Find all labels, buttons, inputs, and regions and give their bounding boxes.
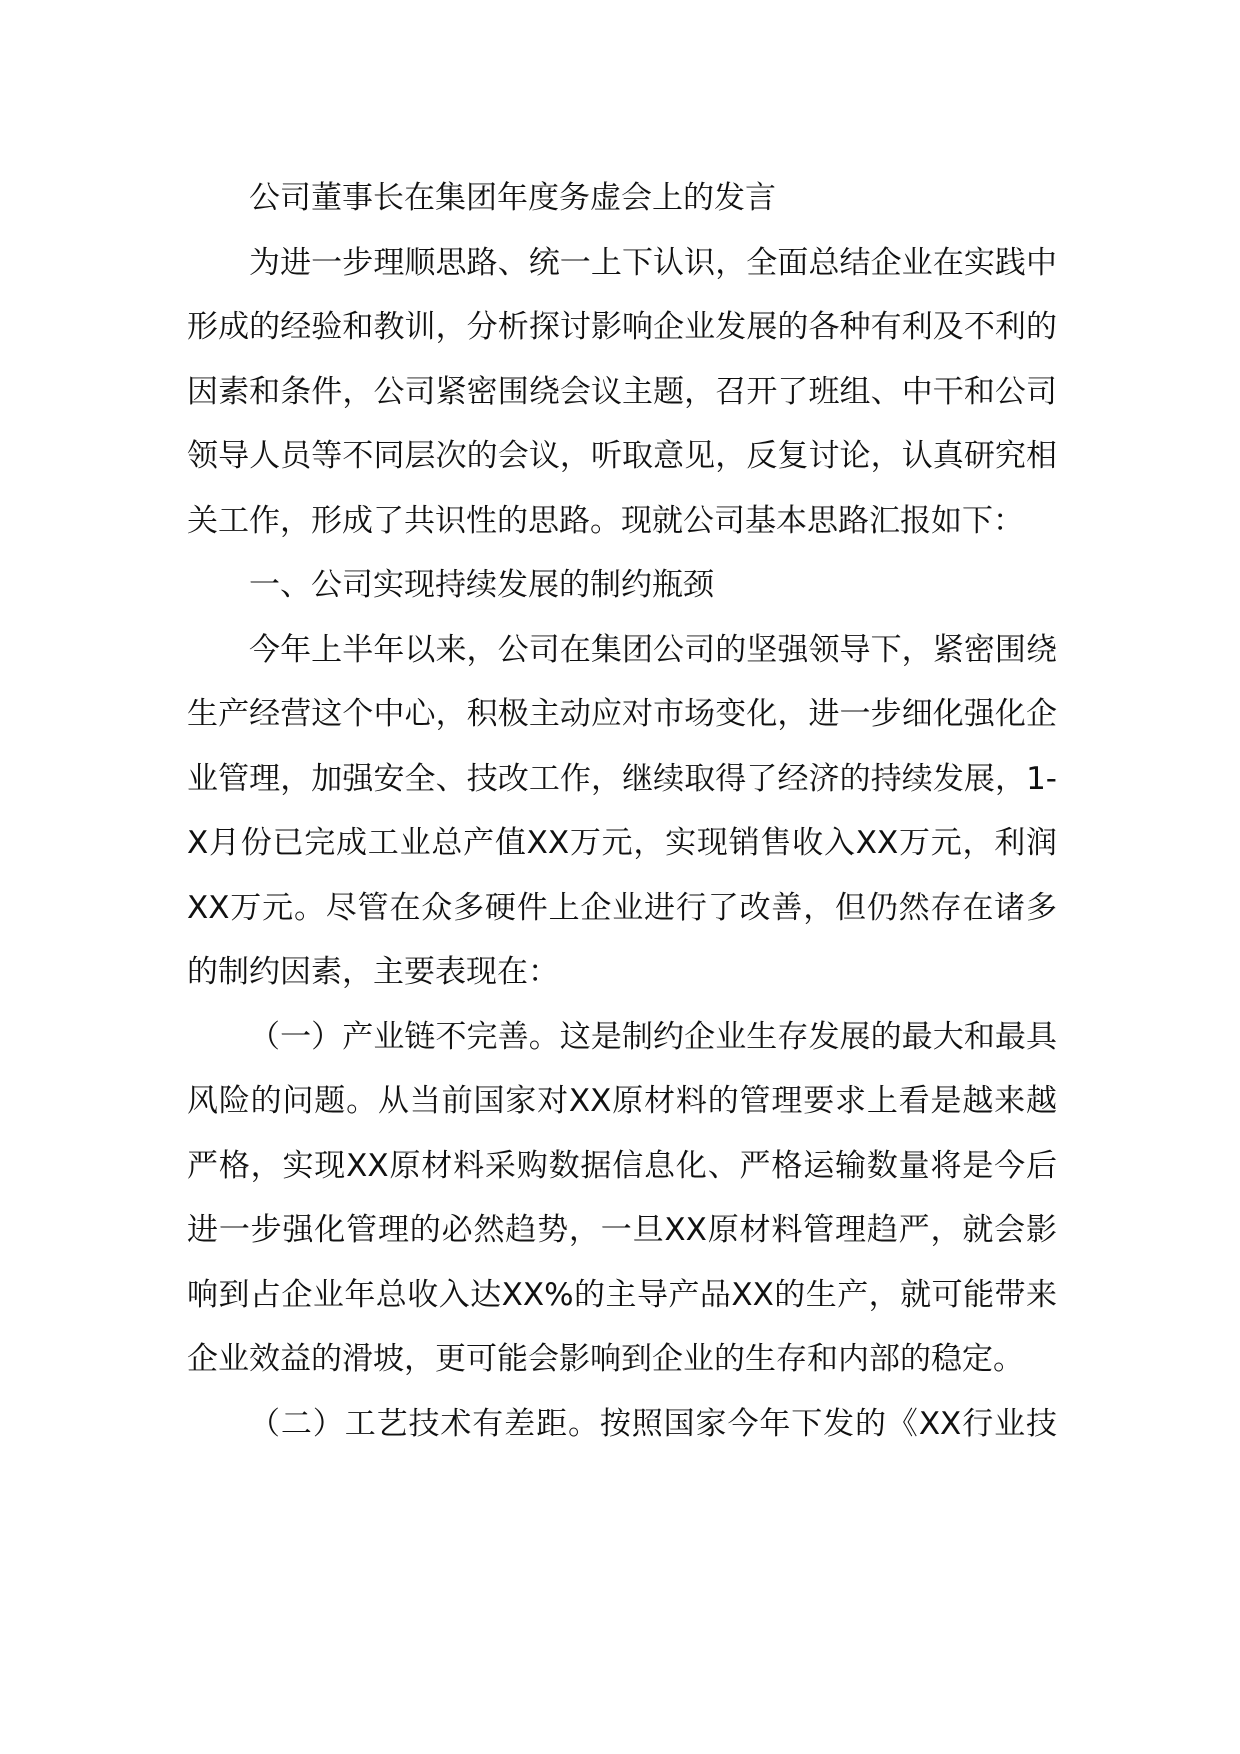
- document-title: 公司董事长在集团年度务虚会上的发言: [249, 180, 776, 216]
- paragraph-section-1: 今年上半年以来，公司在集团公司的坚强领导下，紧密围绕生产经营这个中心，积极主动应对市场变化，进一步细化强化企业管理，加强安全、技改工作，继续取得了经济的持续发展，1-X月份已完成工业总产值XX万元，实现销售收入XX万元，利润XX万元。尽管在众多硬件上企业进行了改善，但仍然存在诸多的制约因素，主要表现在：: [187, 631, 1057, 990]
- document-body: [187, 166, 1057, 1456]
- paragraph-intro: 为进一步理顺思路、统一上下认识，全面总结企业在实践中形成的经验和教训，分析探讨影响企业发展的各种有利及不利的因素和条件，公司紧密围绕会议主题，召开了班组、中干和公司领导人员等不同层次的会议，听取意见，反复讨论，认真研究相关工作，形成了共识性的思路。现就公司基本思路汇报如下：: [187, 244, 1057, 539]
- paragraph-point-2: （二）工艺技术有差距。按照国家今年下发的《XX行业技: [249, 1405, 1057, 1442]
- section-heading-1: 一、公司实现持续发展的制约瓶颈: [249, 567, 714, 603]
- paragraph-point-1: （一）产业链不完善。这是制约企业生存发展的最大和最具风险的问题。从当前国家对XX原材料的管理要求上看是越来越严格，实现XX原材料采购数据信息化、严格运输数量将是今后进一步强化管理的必然趋势，一旦XX原材料管理趋严，就会影响到占企业年总收入达XX%的主导产品XX的生产，就可能带来企业效益的滑坡，更可能会影响到企业的生存和内部的稳定。: [187, 1018, 1057, 1377]
